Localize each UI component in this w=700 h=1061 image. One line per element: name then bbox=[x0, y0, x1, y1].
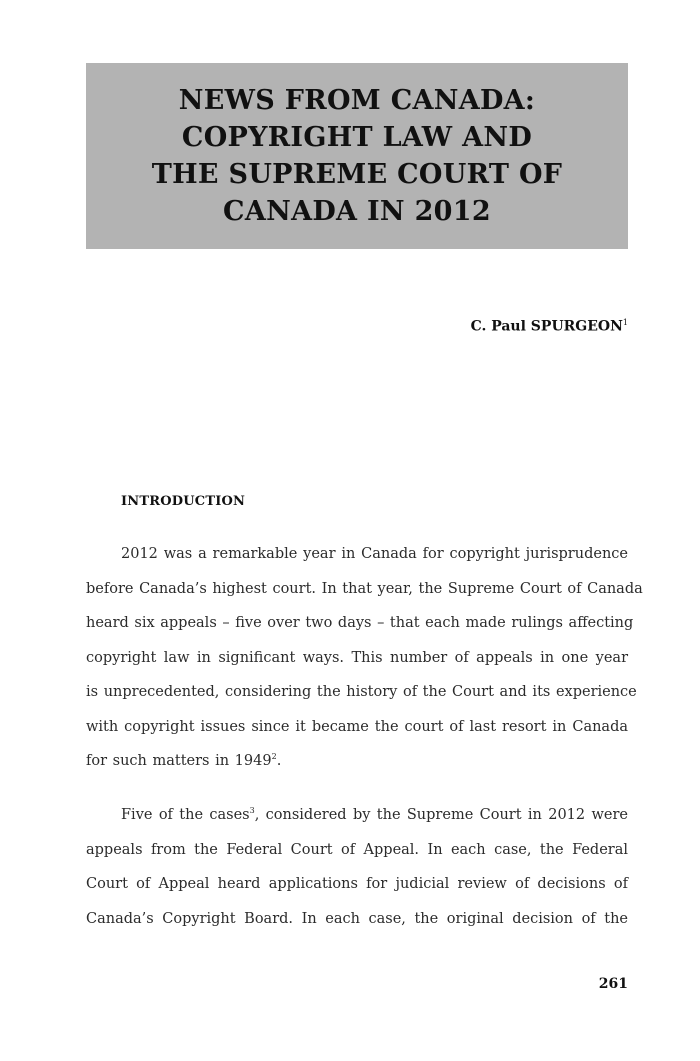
title-line-3: THE SUPREME COURT OF bbox=[151, 159, 563, 190]
paragraph-text: for such matters in 1949 bbox=[86, 753, 272, 769]
paragraph-line: Canada’s Copyright Board. In each case, the original decision of the bbox=[86, 910, 628, 927]
title-line-2: COPYRIGHT LAW AND bbox=[181, 122, 533, 153]
paragraph-line: before Canada’s highest court. In that year, the Supreme Court of Canada bbox=[86, 580, 643, 597]
paragraph-line: copyright law in significant ways. This number of appeals in one year bbox=[86, 649, 628, 666]
paragraph-text: . bbox=[276, 753, 282, 769]
author-name: C. Paul SPURGEON bbox=[470, 318, 623, 335]
paragraph-line: 2012 was a remarkable year in Canada for copyright jurisprudence bbox=[121, 546, 628, 562]
title-line-1: NEWS FROM CANADA: bbox=[178, 85, 536, 116]
section-heading: INTRODUCTION bbox=[121, 494, 246, 509]
paragraph-text: Five of the cases bbox=[121, 807, 250, 823]
title-banner bbox=[86, 63, 628, 249]
paragraph-line-last bbox=[86, 744, 628, 779]
paragraph-line: Court of Appeal heard applications for judicial review of decisions of bbox=[86, 876, 628, 892]
paragraph-line: appeals from the Federal Court of Appeal. In each case, the Federal bbox=[86, 841, 628, 858]
paragraph-2 bbox=[86, 798, 628, 936]
footnote-marker[interactable]: 2 bbox=[271, 752, 277, 762]
paragraph-1 bbox=[86, 537, 643, 779]
paragraph-line: with copyright issues since it became the court of last resort in Canada bbox=[86, 718, 628, 735]
paragraph-line: is unprecedented, considering the history of the Court and its experience bbox=[86, 684, 637, 700]
title-line-4: CANADA IN 2012 bbox=[223, 196, 491, 227]
footnote-marker[interactable]: 3 bbox=[249, 806, 255, 816]
paragraph-text: , considered by the Supreme Court in 2012 were bbox=[254, 807, 628, 823]
author-byline bbox=[471, 318, 628, 335]
author-footnote-marker[interactable]: 1 bbox=[622, 318, 628, 327]
page-number: 261 bbox=[598, 976, 628, 992]
paragraph-line: heard six appeals – five over two days – that each made rulings affecting bbox=[86, 615, 634, 631]
paragraph-line bbox=[86, 798, 628, 833]
